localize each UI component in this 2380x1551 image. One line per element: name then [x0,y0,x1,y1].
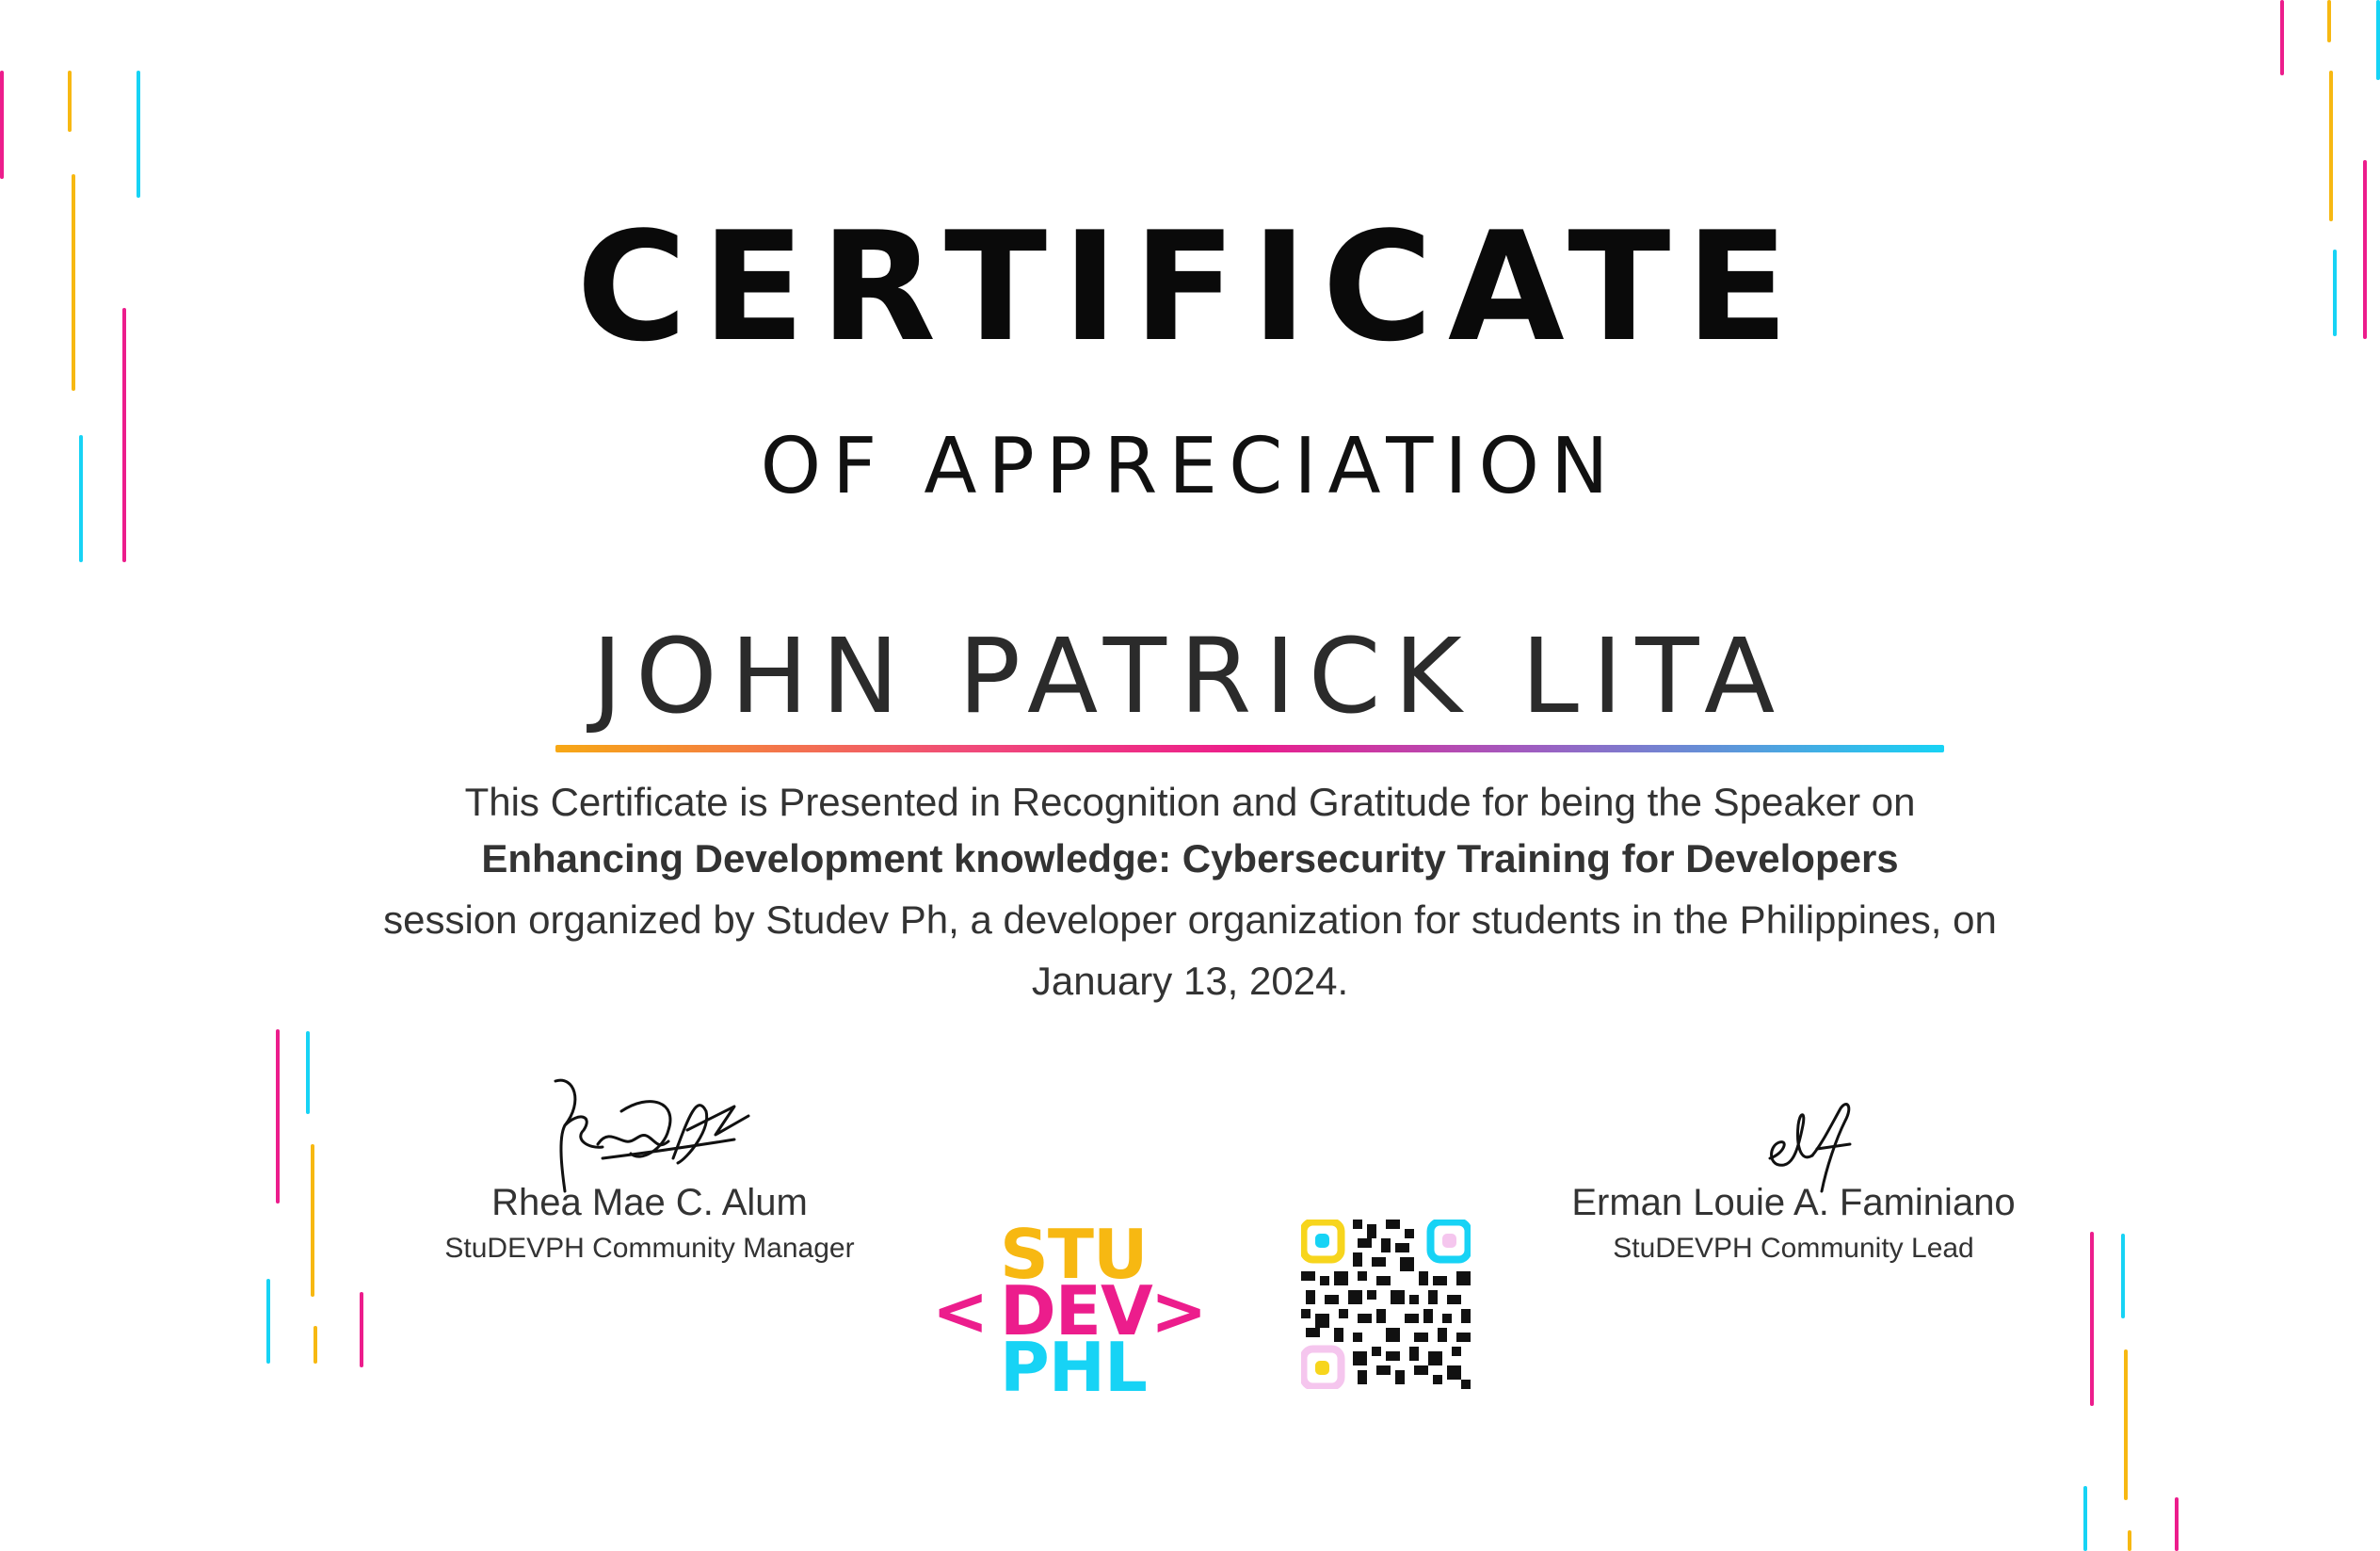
recipient-name: JOHN PATRICK LITA [591,616,1789,736]
organization-text: session organized by Studev Ph, a developer organization for students in the Philippines, on [383,897,1997,942]
logo-left-bracket: < [932,1271,989,1350]
certificate-subtitle: OF APPRECIATION [760,422,1620,511]
recognition-text: This Certificate is Presented in Recognition and Gratitude for being the Speaker on [464,780,1916,824]
signatory-role-left: StuDEVPH Community Manager [444,1233,855,1264]
logo-phl: PHL [1000,1328,1147,1407]
studevphl-logo [932,1215,1207,1407]
session-title: Enhancing Development knowledge: Cybersecurity Training for Developers [481,836,1899,881]
signatory-name-right: Erman Louie A. Faminiano [1571,1182,2016,1223]
signature-rhea-icon [546,1074,763,1196]
signatory-name-left: Rhea Mae C. Alum [491,1182,808,1223]
event-date: January 13, 2024. [1031,959,1349,1003]
logo-dev: DEV [1000,1271,1152,1350]
qr-code-icon[interactable] [1301,1220,1471,1389]
recipient-underline [555,745,1944,752]
logo-stu: STU [1000,1215,1148,1294]
certificate-title: CERTIFICATE [576,199,1804,375]
logo-right-bracket: > [1150,1271,1207,1350]
signatory-role-right: StuDEVPH Community Lead [1613,1233,1974,1264]
